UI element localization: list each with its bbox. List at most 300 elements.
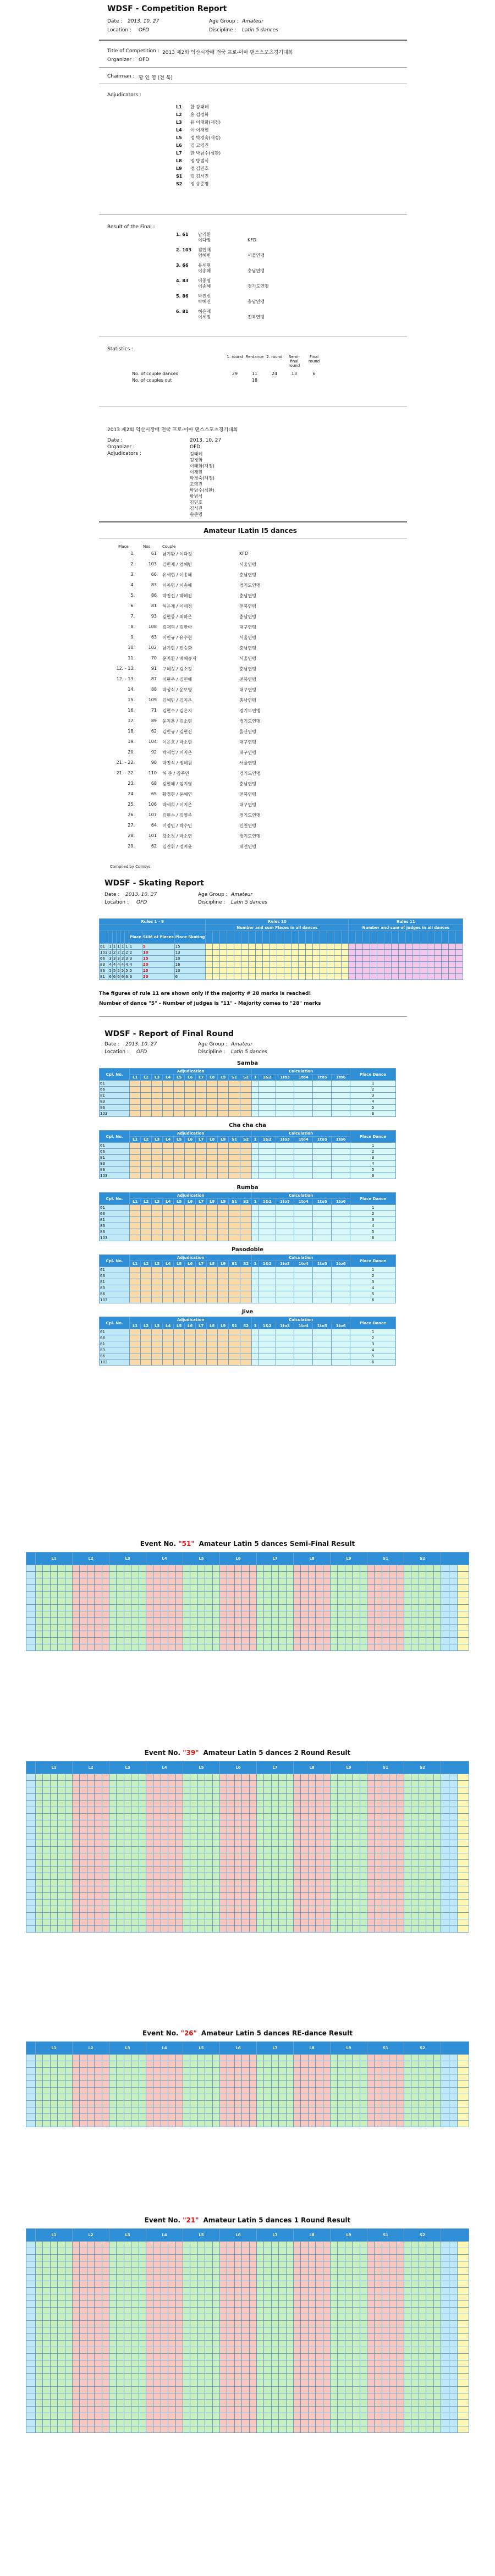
- event-adj-header: L8: [294, 2042, 331, 2055]
- amateur-adjudicator: 박남수(심판): [190, 488, 215, 493]
- adj-code: L6: [185, 1199, 196, 1205]
- skating-place: 3: [129, 956, 142, 962]
- adjudicator-row: [176, 150, 286, 157]
- calc-col: 1to3: [276, 1323, 294, 1329]
- calc-col: 1: [252, 1323, 259, 1329]
- amateur-cell: 71: [151, 708, 157, 713]
- amateur-cell: 유세현 / 이송혜: [162, 573, 193, 577]
- calc-col: 1&2: [258, 1261, 276, 1267]
- event-grid-row: [26, 2068, 469, 2074]
- adjudicator-row: [176, 142, 286, 150]
- event-adj-header: L2: [73, 2229, 109, 2242]
- adj-code: L9: [218, 1323, 229, 1329]
- stats-row: [132, 378, 380, 384]
- col-skating: Place Skating: [174, 931, 206, 944]
- event-adj-header: S2: [404, 2229, 441, 2242]
- event-grid-row: [26, 2107, 469, 2114]
- amateur-cell: 11.: [128, 656, 135, 660]
- amateur-cell: 21. - 22.: [116, 760, 135, 765]
- event-adj-header: L2: [73, 2042, 109, 2055]
- stats-value: 29: [232, 371, 238, 376]
- adj-code: L2: [141, 1323, 152, 1329]
- adj-code: L3: [152, 1075, 163, 1081]
- calc-col: 1to4: [294, 1075, 313, 1081]
- fr-date-label: Date :: [105, 1042, 120, 1047]
- final-dance-row: [100, 1217, 396, 1223]
- stats-value: 6: [312, 371, 316, 376]
- adjudicator-row: [176, 165, 286, 173]
- event-adj-header: L5: [183, 2042, 220, 2055]
- skating-skating: 10: [174, 956, 206, 962]
- event-grid-row: [26, 2242, 469, 2248]
- couple-no: 103: [100, 1173, 130, 1179]
- adj-code: L4: [163, 1323, 174, 1329]
- amateur-row: [113, 687, 377, 697]
- adj-code: L5: [174, 1261, 185, 1267]
- amateur-row: [113, 760, 377, 770]
- event-grid-row: [26, 1900, 469, 1906]
- amateur-cell: 62: [151, 729, 157, 734]
- final-dance-row: [100, 1081, 396, 1087]
- stats-header: Semi-final round: [288, 355, 300, 368]
- final-leader: 박진선: [198, 294, 211, 299]
- event-grid-row: [26, 1867, 469, 1873]
- couple-no: 103: [100, 1359, 130, 1366]
- event-grid: [26, 2041, 469, 2127]
- skating-skating: 16: [174, 962, 206, 968]
- dance-title: Cha cha cha: [229, 1122, 266, 1129]
- amateur-row: [113, 624, 377, 635]
- skating-note-1: The figures of rule 11 are shown only if the majority # 28 marks is reached!: [99, 991, 311, 997]
- event-adj-header: L8: [294, 1762, 331, 1774]
- rule-11-header: Rules 11: [349, 919, 463, 925]
- amateur-col-header: Nos: [143, 544, 151, 549]
- amateur-cell: 102: [148, 645, 157, 650]
- event-grid-row: [26, 1926, 469, 1933]
- skating-date-label: Date :: [105, 892, 120, 898]
- rules-1-9-header: Rules 1 - 9: [100, 919, 206, 925]
- skating-row: 103 2 2 2 2 2 2 10 13: [100, 950, 463, 956]
- amateur-cell: 충남연맹: [239, 781, 256, 786]
- event-adj-header: L4: [146, 1553, 183, 1565]
- adj-code: L1: [130, 1199, 141, 1205]
- adj-code: L6: [185, 1323, 196, 1329]
- amateur-cell: 81: [151, 603, 157, 608]
- amateur-cell: 61: [151, 551, 157, 556]
- amateur-cell: 충남연맹: [239, 593, 256, 598]
- amateur-adj-label: Adjudicators :: [107, 451, 141, 456]
- amateur-row: [113, 697, 377, 708]
- skating-no: 86: [100, 968, 108, 974]
- adjudicator-name: 유 이태화(재정): [190, 120, 221, 125]
- event-grid-row: [26, 1605, 469, 1611]
- amateur-row: [113, 572, 377, 582]
- amateur-row: [113, 844, 377, 854]
- adj-code: L6: [185, 1075, 196, 1081]
- amateur-cell: 63: [151, 635, 157, 640]
- event-block: [0, 1540, 495, 1651]
- amateur-adjudicator: 이재현: [190, 470, 203, 475]
- amateur-adjudicator-list: [190, 451, 215, 518]
- event-adj-header: L2: [73, 1762, 109, 1774]
- place-dance: 3: [350, 1093, 396, 1099]
- event-text: Amateur Latin 5 dances RE-dance Result: [201, 2029, 353, 2037]
- event-quote-close: ": [191, 1540, 195, 1548]
- skating-row: 66 3 3 3 3 3 3 15 10: [100, 956, 463, 962]
- col-calculation: Calculation: [252, 1317, 350, 1323]
- event-grid-row: [26, 1598, 469, 1605]
- amateur-row: [113, 551, 377, 562]
- calc-col: 1to6: [332, 1261, 350, 1267]
- adj-code: L7: [196, 1261, 207, 1267]
- adj-code: L1: [130, 1075, 141, 1081]
- event-grid-row: [26, 1801, 469, 1807]
- final-follower: 이다정: [198, 238, 211, 243]
- final-dance-row: [100, 1223, 396, 1229]
- col-cpl-no: Cpl. No.: [100, 1131, 130, 1143]
- amateur-cell: 86: [151, 593, 157, 598]
- event-grid-row: [26, 1853, 469, 1860]
- amateur-date-label: Date :: [107, 438, 123, 443]
- col-cpl-no: Cpl. No.: [100, 1193, 130, 1205]
- couple-no: 61: [100, 1205, 130, 1211]
- event-adj-header: L2: [73, 1553, 109, 1565]
- final-leader: 유세현: [198, 263, 211, 268]
- col-cpl-no: Cpl. No.: [100, 1317, 130, 1329]
- event-grid-row: [26, 1618, 469, 1625]
- final-follower: 박혜진: [198, 299, 211, 304]
- final-dance-row: [100, 1087, 396, 1093]
- final-result-row: [176, 278, 374, 284]
- event-grid-row: [26, 1572, 469, 1578]
- couple-no: 61: [100, 1329, 130, 1335]
- event-prefix: Event No.: [144, 1749, 183, 1757]
- final-round-dances: [99, 1060, 396, 1371]
- stats-value: 11: [251, 371, 258, 376]
- final-dance-block: [99, 1247, 396, 1303]
- amateur-row: [113, 812, 377, 823]
- couple-no: 103: [100, 1111, 130, 1117]
- couple-no: 66: [100, 1087, 130, 1093]
- event-grid-row: [26, 2380, 469, 2387]
- adj-code: L2: [141, 1261, 152, 1267]
- final-dance-row: [100, 1335, 396, 1341]
- calc-col: 1to4: [294, 1323, 313, 1329]
- amateur-cell: 경기도연맹: [239, 708, 261, 713]
- event-quote-close: ": [195, 1749, 199, 1757]
- final-dance-block: [99, 1185, 396, 1241]
- event-block: [0, 2216, 495, 2433]
- adj-code: L8: [207, 1261, 218, 1267]
- final-team: 경기도연맹: [248, 284, 269, 289]
- event-grid-row: [26, 1625, 469, 1631]
- col-adjudication: Adjudication: [130, 1193, 252, 1199]
- date-label: Date :: [107, 19, 123, 24]
- final-dance-row: [100, 1341, 396, 1347]
- amateur-organizer: OFD: [190, 444, 201, 450]
- amateur-cell: 충남연맹: [239, 573, 256, 577]
- event-adj-header: L1: [36, 2042, 73, 2055]
- amateur-cell: 25.: [128, 802, 135, 807]
- couple-no: 83: [100, 1285, 130, 1291]
- final-dance-row: [100, 1235, 396, 1241]
- event-adj-header: S2: [404, 1762, 441, 1774]
- amateur-cell: 충남연맹: [239, 667, 256, 671]
- couple-no: 61: [100, 1267, 130, 1273]
- fr-location-label: Location :: [105, 1049, 129, 1055]
- amateur-cell: 전북연맹: [239, 604, 256, 609]
- skating-skating: 10: [174, 968, 206, 974]
- amateur-cell: 89: [151, 718, 157, 723]
- calc-col: 1to5: [313, 1137, 332, 1143]
- event-quote-close: ": [193, 2029, 197, 2037]
- adjudicator-code: L2: [176, 112, 182, 117]
- amateur-cell: 박성식 / 윤보영: [162, 687, 193, 692]
- skating-location-label: Location :: [105, 900, 129, 905]
- event-grid: [26, 2228, 469, 2433]
- amateur-row: [113, 781, 377, 791]
- age-label: Age Group :: [209, 19, 239, 24]
- stats-row-label: No. of couple danced: [132, 371, 179, 376]
- adj-code: S2: [240, 1323, 252, 1329]
- amateur-header: 2013 제2회 익산시장배 전국 프로-아마 댄스스포츠경기대회: [107, 427, 238, 433]
- final-dance-block: [99, 1060, 396, 1117]
- place-dance: 1: [350, 1081, 396, 1087]
- calc-col: 1&2: [258, 1137, 276, 1143]
- final-place: 4. 83: [176, 278, 189, 283]
- adj-code: L3: [152, 1323, 163, 1329]
- calc-col: 1to3: [276, 1261, 294, 1267]
- organizer-label: Organizer :: [107, 57, 135, 63]
- amateur-adjudicator: 방범식: [190, 494, 203, 499]
- skating-place: 4: [129, 962, 142, 968]
- amateur-adjudicator: 고영진: [190, 482, 203, 487]
- calc-col: 1: [252, 1199, 259, 1205]
- adj-code: L5: [174, 1137, 185, 1143]
- amateur-row: [113, 823, 377, 833]
- event-grid-row: [26, 2360, 469, 2367]
- amateur-cell: 6.: [130, 603, 135, 608]
- event-grid-row: [26, 2341, 469, 2347]
- event-grid-row: [26, 2114, 469, 2121]
- amateur-cell: 101: [148, 833, 157, 838]
- stats-row: [132, 371, 380, 378]
- amateur-cell: 김현수 / 김은지: [162, 708, 193, 713]
- amateur-cell: 83: [151, 582, 157, 587]
- adjudicator-name: 정 방범식: [190, 158, 209, 163]
- couple-no: 103: [100, 1235, 130, 1241]
- skating-sum: 25: [142, 968, 174, 974]
- final-result-row: [176, 232, 374, 238]
- organizer-value: OFD: [139, 57, 150, 63]
- amateur-results: [0, 418, 495, 874]
- statistics-label: Statistics :: [107, 346, 134, 352]
- amateur-cell: 전북연맹: [239, 677, 256, 682]
- event-grid-row: [26, 2255, 469, 2261]
- event-grid-row: [26, 1834, 469, 1840]
- event-grid-row: [26, 1611, 469, 1618]
- place-dance: 2: [350, 1149, 396, 1155]
- place-dance: 1: [350, 1143, 396, 1149]
- event-title: [0, 1540, 495, 1552]
- final-dance-block: [99, 1122, 396, 1179]
- amateur-cell: 윤지환 / 배혜승지: [162, 656, 196, 661]
- result-label: Result of the Final :: [107, 224, 155, 230]
- col-adjudication: Adjudication: [130, 1255, 252, 1261]
- place-dance: 2: [350, 1273, 396, 1279]
- final-dance-row: [100, 1291, 396, 1297]
- event-grid-row: [26, 2387, 469, 2393]
- final-place: 2. 103: [176, 247, 192, 252]
- couple-no: 66: [100, 1335, 130, 1341]
- adjudicator-row: [176, 119, 286, 126]
- amateur-row: [113, 750, 377, 760]
- amateur-cell: KFD: [239, 551, 249, 556]
- final-dance-row: [100, 1359, 396, 1366]
- place-dance: 4: [350, 1099, 396, 1105]
- event-grid-row: [26, 1913, 469, 1919]
- event-block: [0, 2029, 495, 2127]
- skating-row: 86 5 5 5 5 5 5 25 10: [100, 968, 463, 974]
- adj-code: L9: [218, 1075, 229, 1081]
- event-grid-row: [26, 2400, 469, 2407]
- adjudicator-code: L7: [176, 151, 182, 156]
- dance-title: Jive: [241, 1309, 254, 1315]
- amateur-cell: 윤지훈 / 김소현: [162, 719, 193, 724]
- dance-title: Samba: [237, 1060, 258, 1066]
- amateur-row: [113, 676, 377, 687]
- amateur-row: [113, 666, 377, 676]
- event-grid-row: [26, 1794, 469, 1801]
- place-dance: 1: [350, 1267, 396, 1273]
- final-follower: 이세정: [198, 315, 211, 320]
- amateur-cell: 88: [151, 687, 157, 692]
- stats-header: 1. round: [227, 355, 243, 359]
- col-place-dance: Place Dance: [350, 1131, 396, 1143]
- amateur-row: [113, 729, 377, 739]
- final-dance-row: [100, 1267, 396, 1273]
- event-number: 21: [186, 2216, 196, 2224]
- calc-col: 1&2: [258, 1075, 276, 1081]
- amateur-cell: 서울연맹: [239, 635, 256, 640]
- event-adj-header: L5: [183, 1553, 220, 1565]
- event-grid-row: [26, 2081, 469, 2088]
- amateur-cell: 울산연맹: [239, 729, 256, 734]
- event-adj-header: L7: [257, 1762, 294, 1774]
- amateur-cell: 62: [151, 844, 157, 849]
- event-number: 39: [186, 1749, 196, 1757]
- col-calculation: Calculation: [252, 1069, 350, 1075]
- statistics-table: [132, 355, 380, 384]
- amateur-cell: 18.: [128, 729, 135, 734]
- amateur-cell: 황정현 / 윤혜연: [162, 792, 193, 797]
- event-grid-row: [26, 1814, 469, 1820]
- adj-code: L8: [207, 1075, 218, 1081]
- event-grid-row: [26, 1886, 469, 1893]
- event-adj-header: L3: [109, 1762, 146, 1774]
- calc-col: 1to5: [313, 1075, 332, 1081]
- location-label: Location :: [107, 27, 131, 33]
- amateur-cell: 27.: [128, 823, 135, 828]
- amateur-row: [113, 603, 377, 614]
- place-dance: 5: [350, 1291, 396, 1297]
- amateur-cell: 경기도연맹: [239, 771, 261, 776]
- amateur-cell: 93: [151, 614, 157, 619]
- amateur-cell: 91: [151, 666, 157, 671]
- adj-code: L4: [163, 1261, 174, 1267]
- event-grid-row: [26, 2327, 469, 2334]
- event-adj-header: S1: [367, 2042, 404, 2055]
- event-number: 26: [184, 2029, 194, 2037]
- event-grid-row: [26, 2413, 469, 2420]
- final-dance-row: [100, 1105, 396, 1111]
- event-grid-row: [26, 1840, 469, 1847]
- couple-no: 103: [100, 1297, 130, 1303]
- amateur-cell: 2.: [130, 562, 135, 566]
- event-adj-header: L5: [183, 1762, 220, 1774]
- col-calculation: Calculation: [252, 1131, 350, 1137]
- event-grid-row: [26, 1906, 469, 1913]
- adj-code: L2: [141, 1075, 152, 1081]
- adj-code: L1: [130, 1261, 141, 1267]
- adj-code: L6: [185, 1261, 196, 1267]
- amateur-cell: 87: [151, 676, 157, 681]
- final-dance-row: [100, 1273, 396, 1279]
- event-grid-row: [26, 1774, 469, 1781]
- skating-sum: 5: [142, 944, 174, 950]
- final-team: 전북연맹: [248, 315, 265, 320]
- amateur-cell: 23.: [128, 781, 135, 786]
- adjudicator-code: L1: [176, 104, 182, 109]
- event-grid-row: [26, 2321, 469, 2327]
- event-grid-row: [26, 2314, 469, 2321]
- amateur-cell: 92: [151, 750, 157, 755]
- col-cpl-no: Cpl. No.: [100, 1255, 130, 1267]
- place-dance: 5: [350, 1353, 396, 1359]
- final-result-row: [176, 309, 374, 315]
- adj-code: L7: [196, 1199, 207, 1205]
- event-adj-header: L8: [294, 1553, 331, 1565]
- amateur-cell: 64: [151, 823, 157, 828]
- calc-col: 1: [252, 1261, 259, 1267]
- final-leader: 이종명: [198, 278, 211, 283]
- skating-sum: 10: [142, 950, 174, 956]
- event-grid-row: [26, 1827, 469, 1834]
- amateur-cell: 충남연맹: [239, 614, 256, 619]
- event-grid-row: [26, 1781, 469, 1787]
- chairman-label: Chairman :: [107, 74, 135, 79]
- amateur-cell: 김현동 / 최하은: [162, 614, 193, 619]
- place-dance: 3: [350, 1217, 396, 1223]
- amateur-cell: 대구연맹: [239, 625, 256, 630]
- event-grid-row: [26, 2367, 469, 2374]
- event-grid-row: [26, 2354, 469, 2360]
- event-title: [0, 2216, 495, 2228]
- event-adj-header: L6: [220, 2229, 257, 2242]
- event-grid-row: [26, 1880, 469, 1886]
- final-place: 5. 86: [176, 294, 189, 299]
- fr-date: 2013. 10. 27: [125, 1042, 157, 1047]
- event-grid-row: [26, 1592, 469, 1598]
- event-text: Amateur Latin 5 dances 1 Round Result: [203, 2216, 351, 2224]
- final-follower: 엄혜빈: [198, 253, 211, 258]
- event-grid-row: [26, 2393, 469, 2400]
- couple-no: 83: [100, 1099, 130, 1105]
- skating-note-2: Number of dance "5" - Number of judges is "11" - Majority comes to "28" marks: [99, 1001, 321, 1006]
- couple-no: 61: [100, 1081, 130, 1087]
- amateur-cell: 20.: [128, 750, 135, 755]
- event-grid-row: [26, 2094, 469, 2101]
